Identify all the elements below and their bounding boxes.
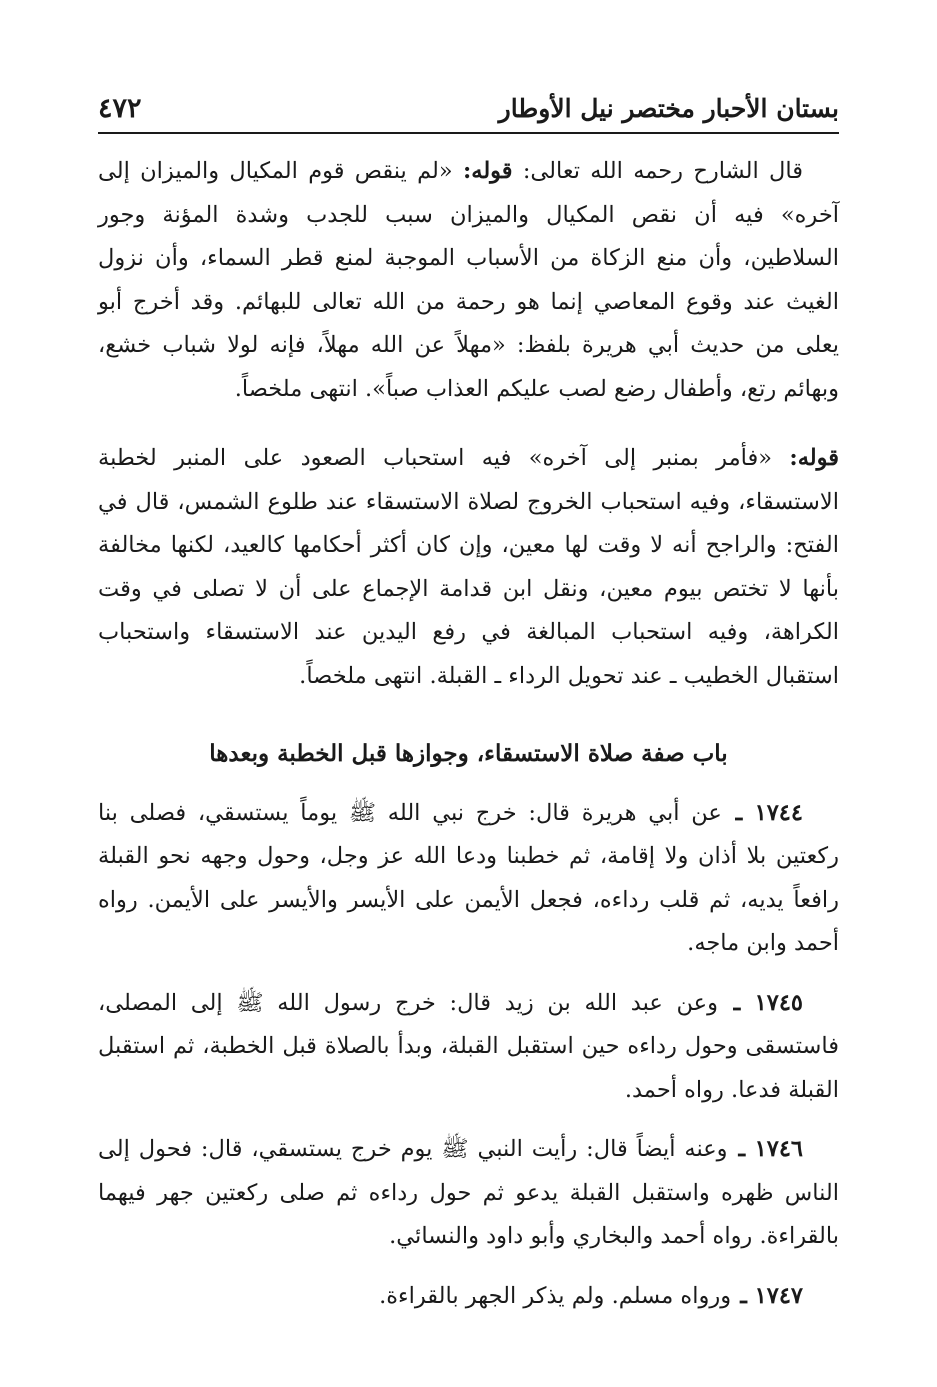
hadith-1745 (98, 982, 839, 1113)
commentary-text: «لم ينقص قوم المكيال والميزان إلى آخره» فيه أن نقص المكيال والميزان سبب للجدب وشدة المؤنة وجور السلاطين، وأن منع الزكاة من الأسباب الموجبة لمنع قطر السماء، وأن نزول الغيث عند وقوع المعاصي إنما هو رحمة من الله تعالى للبهائم. وقد أخرج أبو يعلى من حديث أبي هريرة بلفظ: «مهلاً عن الله مهلاً، فإنه لولا شباب خشع، وبهائم رتع، وأطفال رضع لصب عليكم العذاب صباً». انتهى ملخصاً. (98, 158, 839, 402)
page-body (98, 150, 839, 1318)
commentary-label: قوله: (789, 445, 839, 471)
hadith-number: ١٧٤٧ ـ (740, 1282, 803, 1309)
hadith-number: ١٧٤٦ ـ (738, 1136, 803, 1162)
hadith-text: عن أبي هريرة قال: خرج نبي الله ﷺ يوماً يستسقي، فصلى بنا ركعتين بلا أذان ولا إقامة، ثم خطبنا ودعا الله عز وجل، وحول وجهه نحو القبلة رافعاً يديه، ثم قلب رداءه، فجعل الأيمن على الأيسر والأيسر على الأيمن. رواه أحمد وابن ماجه. (98, 799, 839, 956)
section-heading: باب صفة صلاة الاستسقاء، وجوازها قبل الخطبة وبعدها (209, 740, 728, 767)
commentary-label: قوله: (462, 158, 513, 184)
hadith-1744 (98, 792, 839, 966)
hadith-text: وعن عبد الله بن زيد قال: خرج رسول الله ﷺ إلى المصلى، فاستسقى وحول رداءه حين استقبل القبلة، وبدأ بالصلاة قبل الخطبة، ثم استقبل القبلة فدعا. رواه أحمد. (98, 989, 839, 1103)
page-number: ٤٧٢ (98, 92, 142, 124)
commentary-text: «فأمر بمنبر إلى آخره» فيه استحباب الصعود على المنبر لخطبة الاستسقاء، وفيه استحباب الخروج لصلاة الاستسقاء عند طلوع الشمس، قال في الفتح: والراجح أنه لا وقت لها معين، وإن كان أكثر أحكامها كالعيد، لكنها مخالفة بأنها لا تختص بيوم معين، ونقل ابن قدامة الإجماع على أن لا تصلى في وقت الكراهة، وفيه استحباب المبالغة في رفع اليدين عند الاستسقاء واستحباب استقبال الخطيب ـ عند تحويل الرداء ـ القبلة. انتهى ملخصاً. (98, 445, 839, 689)
hadith-1747 (98, 1275, 839, 1319)
hadith-number: ١٧٤٥ ـ (733, 989, 803, 1016)
hadith-number: ١٧٤٤ ـ (735, 799, 803, 826)
page-header (98, 84, 839, 134)
hadith-1746 (98, 1128, 839, 1259)
commentary-paragraph-2 (98, 437, 839, 698)
hadith-text: وعنه أيضاً قال: رأيت النبي ﷺ يوم خرج يستسقي، قال: فحول إلى الناس ظهره واستقبل القبلة يدعو ثم حول رداءه ثم صلى ركعتين جهر فيهما بالقراءة. رواه أحمد والبخاري وأبو داود والنسائي. (98, 1136, 839, 1249)
commentary-paragraph-1 (98, 150, 839, 411)
commentary-intro: قال الشارح رحمه الله تعالى: (512, 158, 803, 184)
hadith-text: ورواه مسلم. ولم يذكر الجهر بالقراءة. (379, 1282, 739, 1309)
running-title: بستان الأحبار مختصر نيل الأوطار (498, 93, 839, 123)
